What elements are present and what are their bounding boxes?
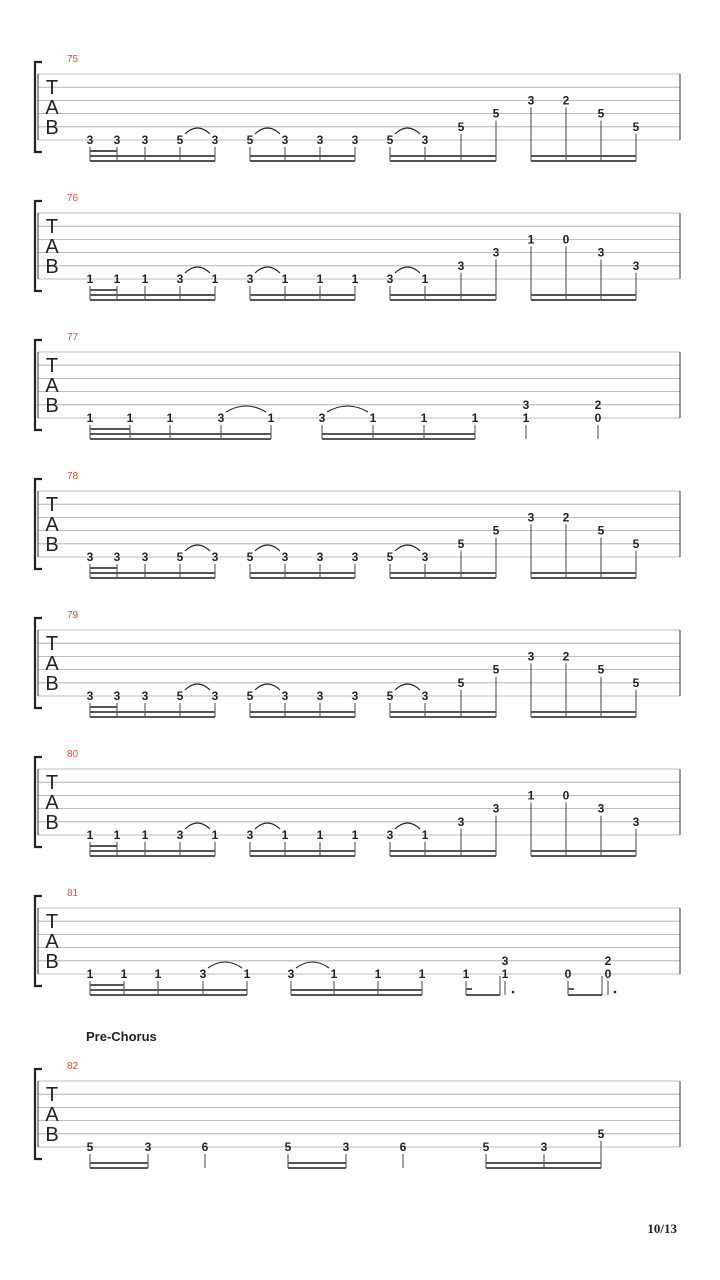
tab-clef-letter: B: [45, 812, 59, 834]
fret-number: 1: [330, 967, 338, 981]
fret-number: 1: [243, 967, 251, 981]
fret-number: 5: [176, 550, 184, 564]
fret-number: 3: [316, 133, 324, 147]
fret-number: 1: [211, 272, 219, 286]
tab-clef-letter: T: [45, 77, 59, 99]
tab-clef-letter: A: [45, 931, 59, 953]
tie: [255, 267, 280, 273]
tab-clef-letter: B: [45, 395, 59, 417]
fret-number: 5: [386, 133, 394, 147]
tie: [226, 406, 266, 412]
fret-number: 1: [281, 272, 289, 286]
fret-number: 5: [632, 536, 640, 551]
fret-number: 5: [284, 1140, 292, 1154]
tab-clef-letter: T: [45, 1084, 59, 1106]
fret-number: 5: [176, 689, 184, 703]
fret-number: 3: [211, 689, 219, 703]
tie: [185, 128, 210, 134]
fret-number: 1: [126, 411, 134, 425]
fret-number: 6: [201, 1140, 209, 1154]
tie: [185, 545, 210, 551]
tab-clef-letter: T: [45, 772, 59, 794]
fret-number: 0: [562, 788, 570, 803]
fret-number: 3: [527, 649, 535, 664]
fret-number: 5: [632, 675, 640, 690]
fret-number: 1: [86, 411, 94, 425]
fret-number: 3: [246, 272, 254, 286]
fret-number: 3: [287, 967, 295, 981]
fret-number: 3: [316, 550, 324, 564]
fret-number: 3: [141, 550, 149, 564]
fret-number: 3: [281, 133, 289, 147]
fret-number: 5: [482, 1140, 490, 1154]
tab-clef-letter: T: [45, 494, 59, 516]
fret-number: 1: [267, 411, 275, 425]
fret-number: 1: [113, 272, 121, 286]
fret-number: 2: [562, 649, 570, 664]
tab-clef-letter: T: [45, 216, 59, 238]
fret-number: 3: [141, 133, 149, 147]
fret-number: 3: [113, 689, 121, 703]
fret-number: 1: [113, 828, 121, 842]
tab-clef-letter: A: [45, 653, 59, 675]
fret-number: 3: [318, 411, 326, 425]
fret-number: 3: [351, 689, 359, 703]
fret-number: 1: [141, 828, 149, 842]
tab-clef-letter: A: [45, 514, 59, 536]
fret-number: 5: [597, 523, 605, 538]
tie: [255, 684, 280, 690]
tab-clef-letter: A: [45, 97, 59, 119]
fret-number: 1: [421, 272, 429, 286]
fret-number: 3: [492, 245, 500, 260]
fret-number: 3: [86, 550, 94, 564]
fret-number: 1: [421, 828, 429, 842]
fret-number: 2: [604, 953, 612, 968]
tab-clef-letter: B: [45, 951, 59, 973]
fret-number: 1: [154, 967, 162, 981]
fret-number: 5: [492, 662, 500, 677]
measure-number: 79: [67, 610, 79, 621]
fret-number: 5: [597, 662, 605, 677]
tie: [185, 684, 210, 690]
fret-number: 5: [457, 675, 465, 690]
tie: [255, 128, 280, 134]
fret-number: 5: [86, 1140, 94, 1154]
tie: [327, 406, 368, 412]
fret-number: 3: [351, 550, 359, 564]
fret-number: 3: [246, 828, 254, 842]
fret-number: 5: [492, 106, 500, 121]
tie: [395, 128, 420, 134]
measure-number: 80: [67, 749, 79, 760]
measure-number: 82: [67, 1061, 79, 1072]
fret-number: 5: [246, 550, 254, 564]
fret-number: 5: [246, 133, 254, 147]
tie: [185, 267, 210, 273]
tie: [395, 267, 420, 273]
fret-number: 1: [316, 272, 324, 286]
fret-number: 1: [211, 828, 219, 842]
fret-number: 3: [342, 1140, 350, 1154]
section-label: Pre-Chorus: [86, 1029, 157, 1044]
fret-number: 1: [501, 967, 509, 981]
fret-number: 3: [527, 510, 535, 525]
tie: [296, 962, 329, 968]
tab-clef-letter: B: [45, 534, 59, 556]
fret-number: 1: [141, 272, 149, 286]
tie: [255, 823, 280, 829]
fret-number: 1: [351, 828, 359, 842]
fret-number: 5: [457, 536, 465, 551]
tab-clef-letter: A: [45, 792, 59, 814]
fret-number: 3: [113, 133, 121, 147]
fret-number: 3: [199, 967, 207, 981]
tab-clef-letter: A: [45, 375, 59, 397]
tab-clef-letter: T: [45, 355, 59, 377]
tab-clef-letter: T: [45, 911, 59, 933]
fret-number: 1: [471, 411, 479, 425]
fret-number: 0: [562, 232, 570, 247]
fret-number: 3: [316, 689, 324, 703]
tab-clef-letter: B: [45, 673, 59, 695]
fret-number: 5: [492, 523, 500, 538]
fret-number: 2: [562, 93, 570, 108]
fret-number: 3: [113, 550, 121, 564]
fret-number: 3: [457, 814, 465, 829]
fret-number: 5: [632, 119, 640, 134]
fret-number: 0: [604, 967, 612, 981]
fret-number: 3: [522, 397, 530, 412]
tie: [395, 823, 420, 829]
fret-number: 1: [369, 411, 377, 425]
fret-number: 1: [418, 967, 426, 981]
fret-number: 3: [211, 550, 219, 564]
fret-number: 1: [527, 232, 535, 247]
fret-number: 1: [120, 967, 128, 981]
fret-number: 3: [527, 93, 535, 108]
fret-number: 3: [217, 411, 225, 425]
measure-number: 76: [67, 193, 79, 204]
fret-number: 3: [281, 689, 289, 703]
fret-number: 2: [562, 510, 570, 525]
measure-number: 75: [67, 54, 79, 65]
page-number: 10/13: [647, 1221, 677, 1236]
fret-number: 1: [420, 411, 428, 425]
measure-number: 78: [67, 471, 79, 482]
fret-number: 5: [386, 550, 394, 564]
fret-number: 1: [316, 828, 324, 842]
fret-number: 3: [632, 258, 640, 273]
fret-number: 3: [144, 1140, 152, 1154]
fret-number: 3: [501, 953, 509, 968]
fret-number: 5: [386, 689, 394, 703]
fret-number: 3: [141, 689, 149, 703]
tab-clef-letter: T: [45, 633, 59, 655]
rhythm-dot: [512, 991, 515, 994]
fret-number: 1: [462, 967, 470, 981]
fret-number: 3: [421, 689, 429, 703]
fret-number: 3: [421, 550, 429, 564]
tie: [185, 823, 210, 829]
fret-number: 1: [86, 967, 94, 981]
fret-number: 3: [421, 133, 429, 147]
tie: [255, 545, 280, 551]
fret-number: 5: [176, 133, 184, 147]
tab-clef-letter: B: [45, 256, 59, 278]
fret-number: 5: [597, 1126, 605, 1141]
fret-number: 1: [86, 272, 94, 286]
fret-number: 3: [211, 133, 219, 147]
tie: [395, 545, 420, 551]
fret-number: 3: [492, 801, 500, 816]
fret-number: 1: [374, 967, 382, 981]
fret-number: 5: [246, 689, 254, 703]
fret-number: 1: [351, 272, 359, 286]
fret-number: 3: [457, 258, 465, 273]
fret-number: 6: [399, 1140, 407, 1154]
fret-number: 1: [527, 788, 535, 803]
tab-clef-letter: B: [45, 117, 59, 139]
tab-clef-letter: B: [45, 1124, 59, 1146]
fret-number: 5: [597, 106, 605, 121]
fret-number: 3: [597, 801, 605, 816]
fret-number: 0: [564, 967, 572, 981]
tab-clef-letter: A: [45, 1104, 59, 1126]
measure-number: 81: [67, 888, 79, 899]
fret-number: 1: [166, 411, 174, 425]
fret-number: 3: [386, 272, 394, 286]
fret-number: 3: [86, 689, 94, 703]
fret-number: 3: [632, 814, 640, 829]
fret-number: 3: [386, 828, 394, 842]
fret-number: 5: [457, 119, 465, 134]
fret-number: 0: [594, 411, 602, 425]
fret-number: 1: [281, 828, 289, 842]
fret-number: 1: [86, 828, 94, 842]
fret-number: 2: [594, 397, 602, 412]
fret-number: 3: [176, 828, 184, 842]
fret-number: 1: [522, 411, 530, 425]
fret-number: 3: [176, 272, 184, 286]
fret-number: 3: [86, 133, 94, 147]
fret-number: 3: [351, 133, 359, 147]
rhythm-dot: [614, 991, 617, 994]
fret-number: 3: [281, 550, 289, 564]
tab-clef-letter: A: [45, 236, 59, 258]
fret-number: 3: [597, 245, 605, 260]
tie: [208, 962, 242, 968]
tie: [395, 684, 420, 690]
fret-number: 3: [540, 1140, 548, 1154]
measure-number: 77: [67, 332, 79, 343]
